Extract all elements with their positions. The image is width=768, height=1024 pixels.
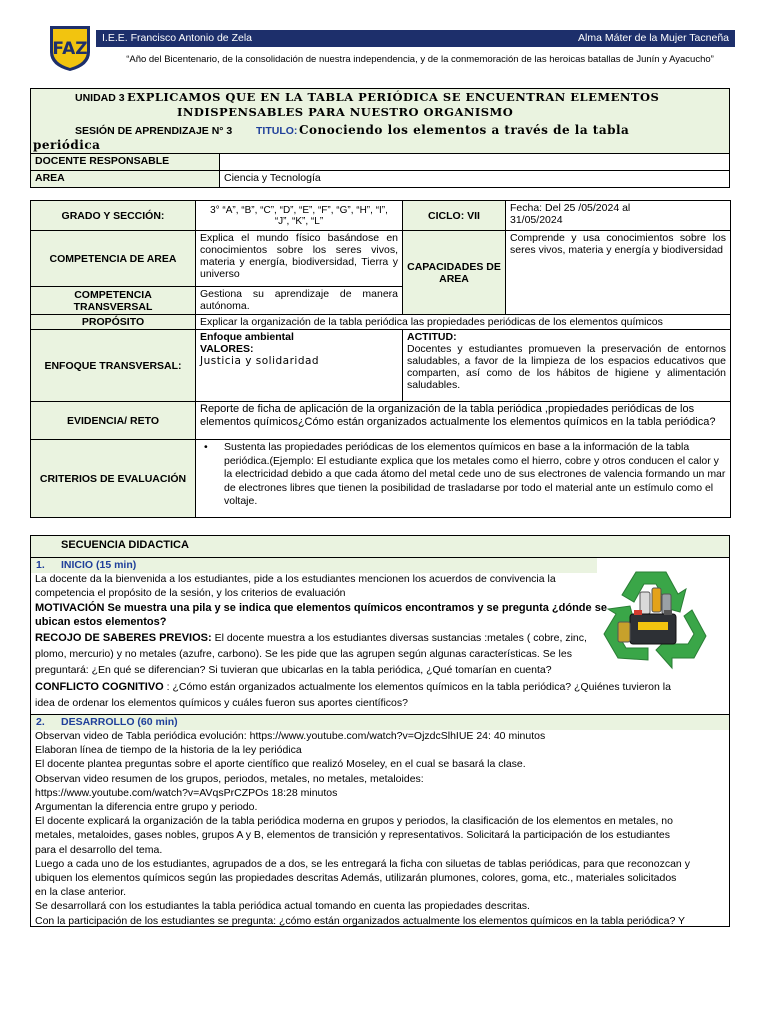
desarrollo-line: Observan video resumen de los grupos, periodos, metales, no metales, metaloides: xyxy=(35,772,424,785)
area-value: Ciencia y Tecnología xyxy=(220,171,730,188)
docente-label: DOCENTE RESPONSABLE xyxy=(31,154,220,171)
recojo-line-1: El docente muestra a los estudiantes diversas sustancias :metales ( cobre, zinc, xyxy=(211,632,587,644)
unidad-label: UNIDAD 3 xyxy=(75,92,125,104)
inicio-number: 1. xyxy=(36,559,45,571)
secuencia-title: SECUENCIA DIDACTICA xyxy=(61,539,189,551)
desarrollo-line: metales, metaloides, gases nobles, grupos A y B, elementos de transición y representativos. Solicitará la participación de los estudiantes xyxy=(35,829,671,842)
grado-value-line-2: “J”, “K”, “L” xyxy=(274,215,324,227)
desarrollo-line: para el desarrollo del tema. xyxy=(35,843,163,856)
titulo-label: TITULO: xyxy=(256,125,298,137)
desarrollo-body xyxy=(35,729,725,928)
inicio-line-2: competencia el propósito de la sesión, y los criterios de evaluación xyxy=(35,587,346,599)
evidencia-label: EVIDENCIA/ RETO xyxy=(31,402,196,440)
motivacion-line-1: MOTIVACIÓN Se muestra una pila y se indica que elementos químicos encontramos y se pregunta ¿dónde se xyxy=(35,602,607,614)
desarrollo-line: Luego a cada uno de los estudiantes, agrupados de a dos, se les entregará la ficha con siluetas de tablas periódicas, para que reconozcan y xyxy=(35,857,690,870)
inicio-line-1: La docente da la bienvenida a los estudiantes, pide a los estudiantes mencionen los acuerdos de convivencia la xyxy=(35,573,556,585)
inicio-title: INICIO (15 min) xyxy=(61,559,137,571)
conflicto-label: CONFLICTO COGNITIVO xyxy=(35,681,164,693)
unidad-title-line-1: EXPLICAMOS QUE EN LA TABLA PERIÓDICA SE ENCUENTRAN ELEMENTOS xyxy=(127,90,660,104)
proposito-value: Explicar la organización de la tabla periódica las propiedades periódicas de los elementos químicos xyxy=(196,315,731,330)
desarrollo-line: Observan video de Tabla periódica evolución: https://www.youtube.com/watch?v=OjzdcSlhIUE 24: 40 minutos xyxy=(35,730,546,742)
fecha-line-2: 31/05/2024 xyxy=(510,214,563,226)
institution-motto: Alma Máter de la Mujer Tacneña xyxy=(578,32,729,44)
recojo-label: RECOJO DE SABERES PREVIOS: xyxy=(35,632,212,644)
docente-value xyxy=(220,154,730,171)
institution-name: I.E.E. Francisco Antonio de Zela xyxy=(102,32,252,44)
desarrollo-line: Se desarrollará con los estudiantes la tabla periódica actual tomando en cuenta las propiedades descritas. xyxy=(35,900,530,913)
desarrollo-line: https://www.youtube.com/watch?v=AVqsPrCZPOs 18:28 minutos xyxy=(35,786,338,799)
sesion-label: SESIÓN DE APRENDIZAJE N° 3 xyxy=(75,125,233,137)
info-table xyxy=(30,153,730,188)
valores-value: Justicia y solidaridad xyxy=(200,355,320,367)
logo-text: FAZ xyxy=(52,39,88,59)
criterios-value: Sustenta las propiedades periódicas de los elementos químicos en base a la información de la tabla periódica.(Ejemplo: El estudiante explica que los metales como el hierro, cobre y otros conducen el calor y la electricidad debido a que cada átomo del metal cede uno de sus electrones de valencia formando un mar de electrones libres que tienen la posibilidad de trasladarse por todo el material ante un estímulo como el voltaje. xyxy=(224,441,726,507)
desarrollo-line: en la clase anterior. xyxy=(35,886,127,899)
unidad-title-line-2: INDISPENSABLES PARA NUESTRO ORGANISMO xyxy=(177,105,514,119)
desarrollo-line: El docente plantea preguntas sobre el aporte científico que realizó Moseley, en el cual se basará la clase. xyxy=(35,758,526,771)
school-logo xyxy=(46,22,94,72)
recojo-line-2: plomo, mercurio) y no metales (azufre, carbono). Se les pide que las agrupen según algunas características. Se les xyxy=(35,648,572,660)
competencia-transversal-label: COMPETENCIA TRANSVERSAL xyxy=(31,287,196,315)
desarrollo-line: El docente explicará la organización de la tabla periódica moderna en grupos y periodos, la clasificación de los elementos en metales, no xyxy=(35,815,673,828)
desarrollo-line: Con la participación de los estudiantes se pregunta: ¿cómo están organizados actualmente los elementos químicos en la tabla periódica? Y xyxy=(35,914,686,927)
evidencia-value: Reporte de ficha de aplicación de la organización de la tabla periódica ,propiedades periódicas de los elementos químicos¿Cómo están organizados actualmente los elementos químicos en la tabla periódica? xyxy=(196,402,731,440)
competencia-area-label: COMPETENCIA DE AREA xyxy=(31,231,196,287)
competencia-transversal-value: Gestiona su aprendizaje de manera autónoma. xyxy=(196,287,403,315)
desarrollo-line: Argumentan la diferencia entre grupo y periodo. xyxy=(35,801,258,814)
motivacion-line-2: ubican estos elementos? xyxy=(35,616,167,628)
header-bar xyxy=(96,30,735,47)
desarrollo-title: DESARROLLO (60 min) xyxy=(61,716,178,728)
actitud-label: ACTITUD: xyxy=(407,331,457,343)
capacidades-label: CAPACIDADES DE AREA xyxy=(403,231,506,315)
year-name: “Año del Bicentenario, de la consolidación de nuestra independencia, y de la conmemoración de las heroicas batallas de Junín y Ayacucho” xyxy=(126,54,714,65)
recojo-line-3: preguntará: ¿En qué se diferencian? Si tuvieran que ubicarlas en la tabla periódica, ¿Qué tomarían en cuenta? xyxy=(35,664,552,676)
titulo-line-1: Conociendo los elementos a través de la tabla xyxy=(299,123,630,137)
grado-value-line-1: 3° “A”, “B”, “C”, “D”, “E”, “F”, “G”, “H”, “I”, xyxy=(210,204,388,216)
capacidades-value: Comprende y usa conocimientos sobre los seres vivos, materia y energía y biodiversidad xyxy=(506,231,731,315)
title-box xyxy=(30,88,730,154)
conflicto-line-1: : ¿Cómo están organizados actualmente los elementos químicos en la tabla periódica? ¿Quiénes tuvieron la xyxy=(163,681,671,693)
enfoque-label: ENFOQUE TRANSVERSAL: xyxy=(31,330,196,402)
secuencia-header xyxy=(31,536,729,558)
desarrollo-line: Elaboran línea de tiempo de la historia de la ley periódica xyxy=(35,744,302,757)
grado-label: GRADO Y SECCIÓN: xyxy=(31,201,196,231)
desarrollo-number: 2. xyxy=(36,716,45,728)
area-label: AREA xyxy=(31,171,220,188)
titulo-line-2: periódica xyxy=(33,138,101,152)
desarrollo-line: ubiquen los elementos químicos según las propiedades descritas Además, utilizarán plumones, colores, goma, etc., materiales solicitados xyxy=(35,872,677,885)
competencia-area-value: Explica el mundo físico basándose en conocimientos sobre los seres vivos, materia y energía, biodiversidad, Tierra y universo xyxy=(196,231,403,287)
valores-label: VALORES: xyxy=(200,343,254,355)
criterios-bullet: • xyxy=(204,441,208,453)
criterios-label: CRITERIOS DE EVALUACIÓN xyxy=(31,440,196,518)
ciclo-label: CICLO: VII xyxy=(403,201,506,231)
enfoque-ambiental: Enfoque ambiental xyxy=(200,331,294,343)
recycle-batteries-icon xyxy=(596,562,714,672)
conflicto-line-2: idea de ordenar los elementos químicos y cuáles fueron sus aportes científicos? xyxy=(35,697,408,709)
proposito-label: PROPÓSITO xyxy=(31,315,196,330)
main-table xyxy=(30,200,731,518)
fecha-line-1: Fecha: Del 25 /05/2024 al xyxy=(510,202,631,214)
actitud-value: Docentes y estudiantes promueven la preservación de entornos saludables, a favor de la limpieza de los espacios educativos que comparten, así como de los hábitos de higiene y alimentación saludables. xyxy=(407,343,726,391)
